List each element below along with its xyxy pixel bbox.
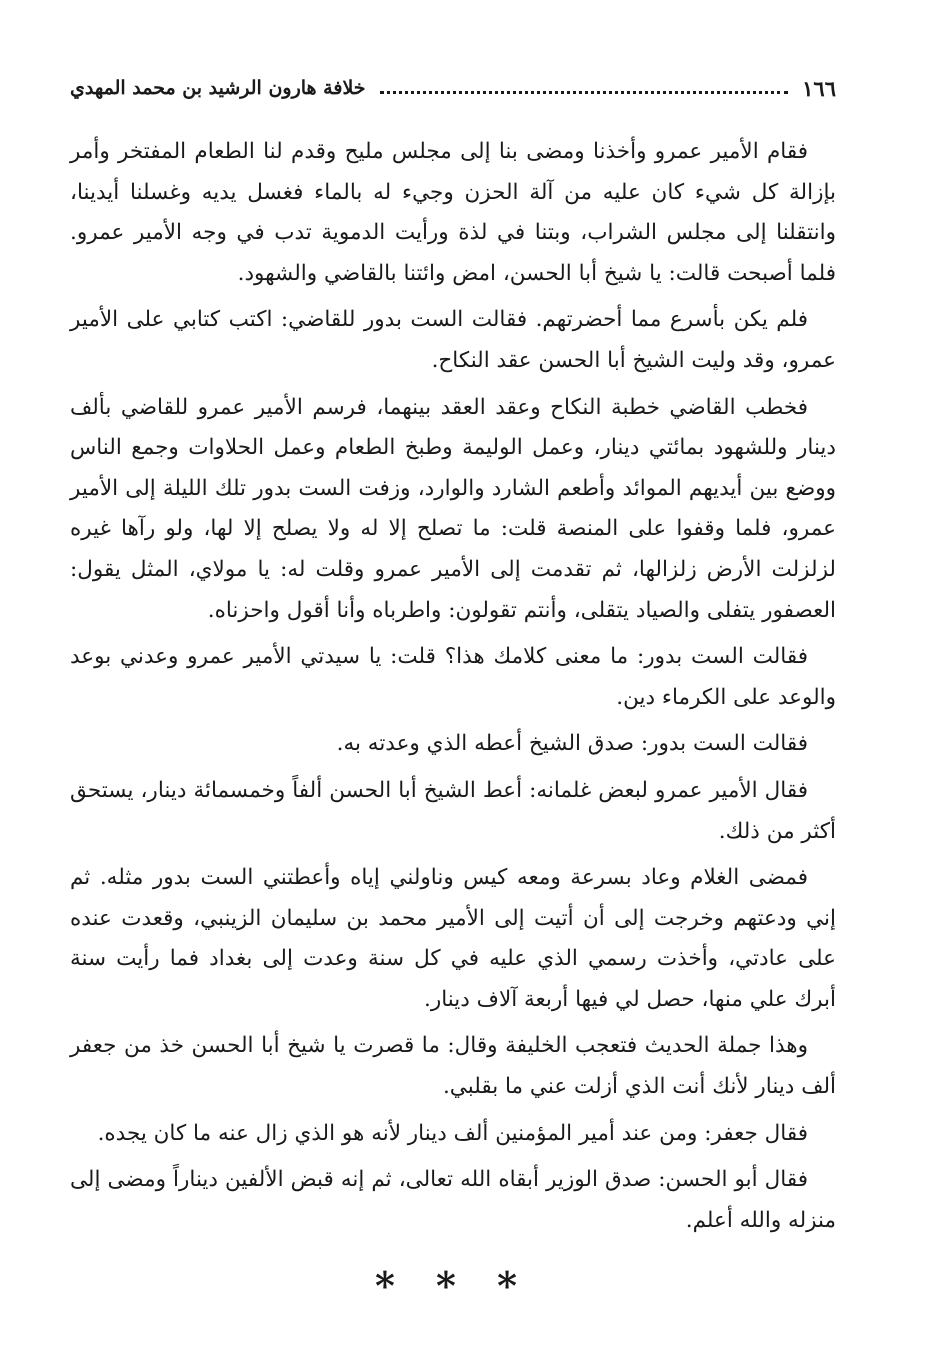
paragraph: فخطب القاضي خطبة النكاح وعقد العقد بينهما، فرسم الأمير عمرو للقاضي بألف دينار وللشهود بمائتي دينار، وعمل الوليمة وطبخ الطعام وعمل الحلاوات وجمع الناس ووضع بين أيديهم الموائد وأطعم الشارد والوارد، وزفت الست بدور تلك الليلة إلى الأمير عمرو، فلما وقفوا على المنصة قلت: ما تصلح إلا له ولا يصلح إلا لها، ولو رآها غيره لزلزلت الأرض زلزالها، ثم تقدمت إلى الأمير عمرو وقلت له: يا مولاي، المثل يقول: العصفور يتفلى والصياد يتقلى، وأنتم تقولون: واطرباه وأنا أقول واحزناه. [70, 394, 836, 623]
paragraph: فقال جعفر: ومن عند أمير المؤمنين ألف دينار لأنه هو الذي زال عنه ما كان يجده. [97, 1120, 808, 1146]
section-separator: * * * [374, 1263, 532, 1309]
page-number: ١٦٦ [802, 75, 836, 101]
paragraph: فمضى الغلام وعاد بسرعة ومعه كيس وناولني إياه وأعطتني الست بدور مثله. ثم إني ودعتهم وخرجت إلى أن أتيت إلى الأمير محمد بن سليمان الزينبي، وقعدت عنده على عادتي، وأخذت رسمي الذي عليه في كل سنة وعدت إلى بغداد فما رأيت سنة أبرك علي منها، حصل لي فيها أربعة آلاف دينار. [70, 865, 836, 1012]
paragraph: فقال الأمير عمرو لبعض غلمانه: أعط الشيخ أبا الحسن ألفاً وخمسمائة دينار، يستحق أكثر من ذلك. [70, 777, 836, 844]
paragraph: فقال أبو الحسن: صدق الوزير أبقاه الله تعالى، ثم إنه قبض الألفين ديناراً ومضى إلى منزله والله أعلم. [70, 1167, 836, 1233]
paragraph: فقام الأمير عمرو وأخذنا ومضى بنا إلى مجلس مليح وقدم لنا الطعام المفتخر وأمر بإزالة كل شيء كان عليه من آلة الحزن وجيء له بالماء فغسل يديه وغسلنا أيدينا، وانتقلنا إلى مجلس الشراب، وبتنا في لذة ورأيت الدموية تدب في وجه الأمير عمرو. فلما أصبحت قالت: يا شيخ أبا الحسن، امض وائتنا بالقاضي والشهود. [70, 139, 836, 286]
book-page [70, 68, 836, 1308]
page-header [70, 68, 836, 108]
paragraph: فقالت الست بدور: ما معنى كلامك هذا؟ قلت: يا سيدتي الأمير عمرو وعدني بوعد والوعد على الكرماء دين. [70, 644, 836, 710]
header-dot-leader [380, 91, 789, 94]
paragraph: فلم يكن بأسرع مما أحضرتهم. فقالت الست بدور للقاضي: اكتب كتابي على الأمير عمرو، وقد وليت الشيخ أبا الحسن عقد النكاح. [70, 307, 836, 373]
paragraph: وهذا جملة الحديث فتعجب الخليفة وقال: ما قصرت يا شيخ أبا الحسن خذ من جعفر ألف دينار لأنك أنت الذي أزلت عني ما بقلبي. [70, 1033, 836, 1100]
paragraph: فقالت الست بدور: صدق الشيخ أعطه الذي وعدته به. [336, 731, 808, 757]
body-text [70, 132, 836, 1241]
running-title: خلافة هارون الرشيد بن محمد المهدي [70, 77, 366, 99]
